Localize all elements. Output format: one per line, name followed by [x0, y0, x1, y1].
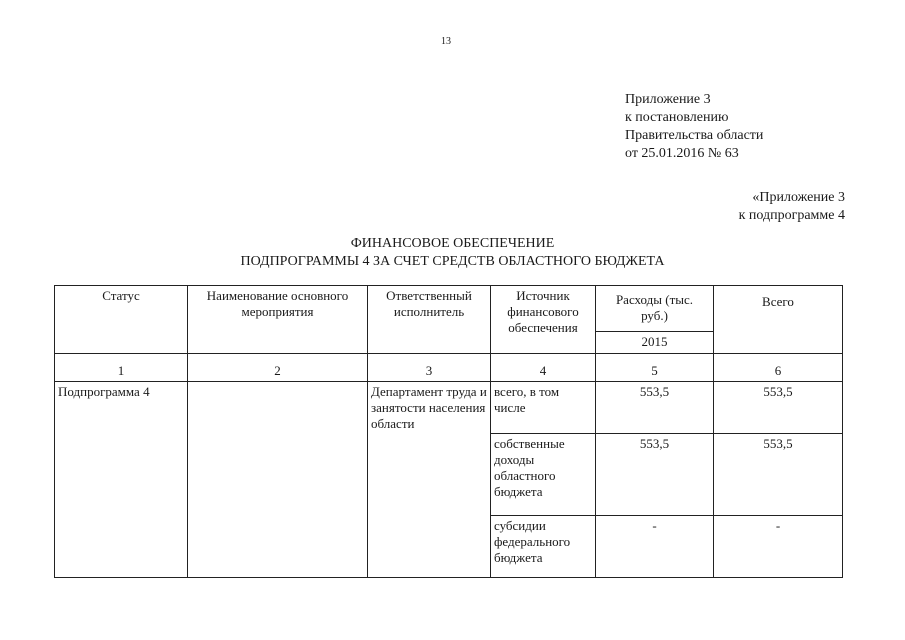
header-activity: Наименование основного мероприятия — [188, 286, 368, 354]
document-title — [0, 235, 905, 271]
year-value-cell: 553,5 — [596, 382, 714, 434]
total-value-cell: 553,5 — [714, 434, 843, 516]
source-cell: собственные доходы областного бюджета — [491, 434, 596, 516]
total-value-cell: - — [714, 516, 843, 578]
executor-cell: Департамент труда и занятости населения области — [368, 382, 491, 578]
column-number: 6 — [714, 354, 843, 382]
appendix-line: к постановлению — [625, 110, 729, 125]
source-cell: всего, в том числе — [491, 382, 596, 434]
sub-appendix-block — [739, 189, 845, 225]
header-executor: Ответственный исполнитель — [368, 286, 491, 354]
header-total: Всего — [714, 286, 843, 354]
appendix-block — [625, 91, 763, 163]
source-cell: субсидии федерального бюджета — [491, 516, 596, 578]
header-status: Статус — [55, 286, 188, 354]
year-value-cell: 553,5 — [596, 434, 714, 516]
title-line: ФИНАНСОВОЕ ОБЕСПЕЧЕНИЕ — [350, 236, 555, 251]
header-expenses: Расходы (тыс. руб.) — [596, 286, 714, 332]
column-number: 3 — [368, 354, 491, 382]
year-value-cell: - — [596, 516, 714, 578]
header-year: 2015 — [596, 332, 714, 354]
appendix-line: от 25.01.2016 № 63 — [625, 146, 739, 161]
title-line: ПОДПРОГРАММЫ 4 ЗА СЧЕТ СРЕДСТВ ОБЛАСТНОГО БЮДЖЕТА — [240, 254, 665, 269]
column-number: 2 — [188, 354, 368, 382]
appendix-line: Приложение 3 — [625, 92, 711, 107]
status-cell: Подпрограмма 4 — [55, 382, 188, 578]
header-source: Источник финансового обеспечения — [491, 286, 596, 354]
column-number: 4 — [491, 354, 596, 382]
appendix-line: Правительства области — [625, 128, 764, 143]
page-number: 13 — [441, 36, 451, 47]
table-row — [55, 382, 843, 434]
column-number: 5 — [596, 354, 714, 382]
sub-appendix-line: «Приложение 3 — [752, 190, 845, 205]
total-value-cell: 553,5 — [714, 382, 843, 434]
column-number: 1 — [55, 354, 188, 382]
sub-appendix-line: к подпрограмме 4 — [738, 208, 845, 223]
financing-table — [54, 285, 843, 578]
activity-cell — [188, 382, 368, 578]
